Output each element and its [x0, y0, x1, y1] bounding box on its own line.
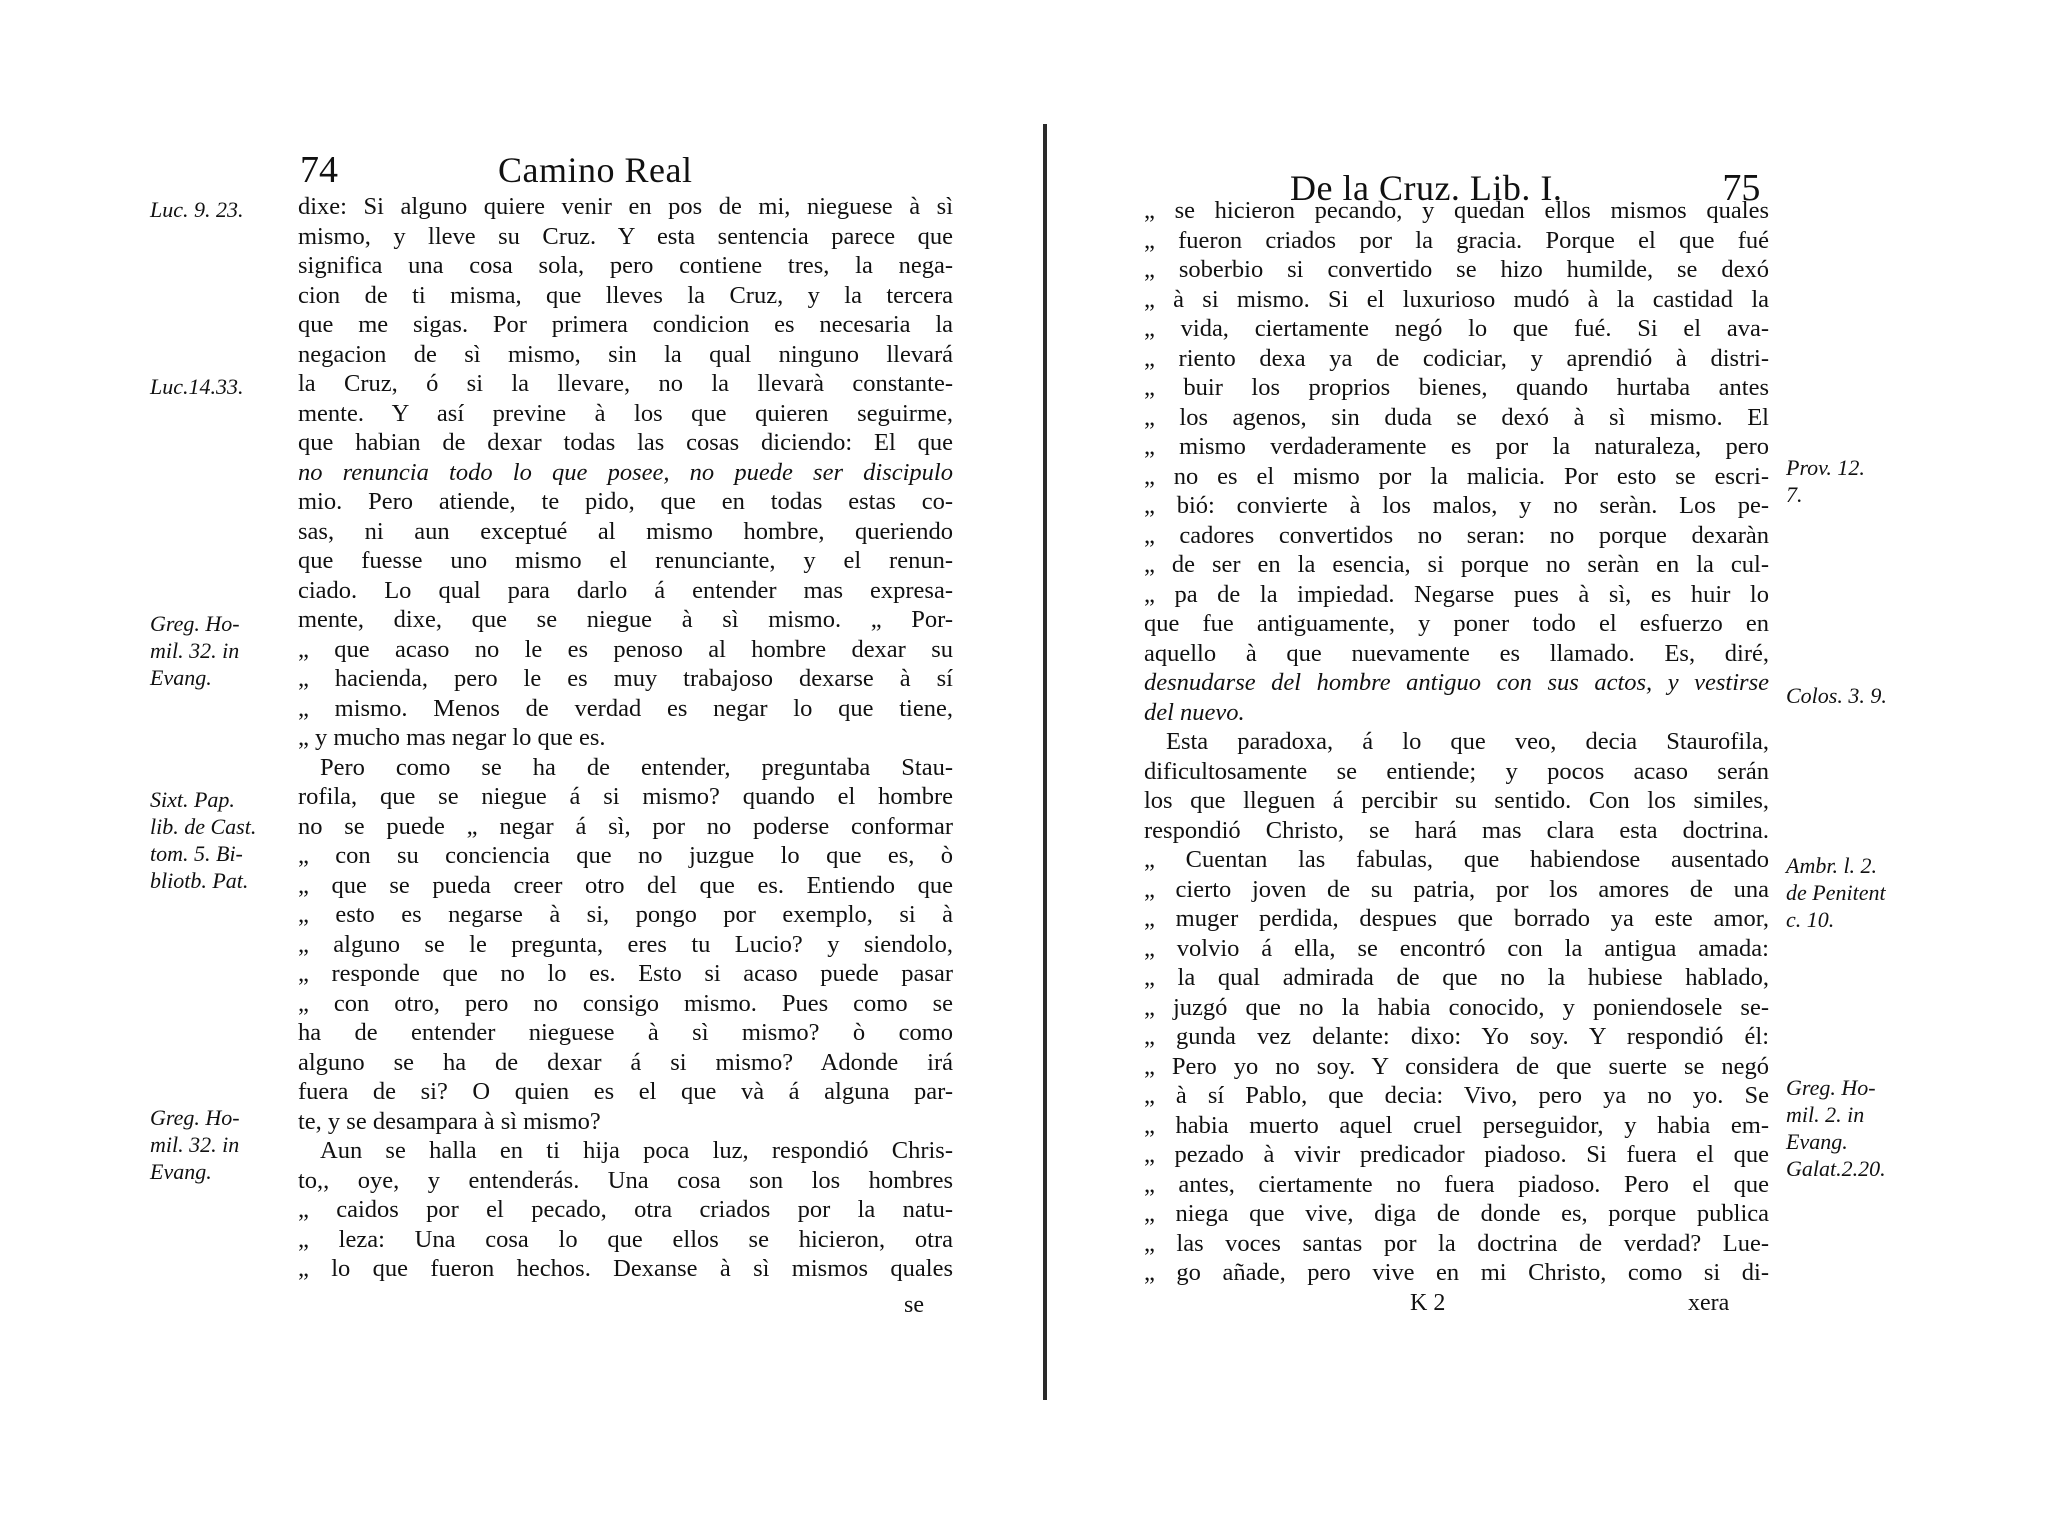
- text-line: respondió Christo, se hará mas clara esta doctrina.: [1144, 816, 1769, 844]
- text-line: del nuevo.: [1144, 698, 1245, 726]
- text-line: „ gunda vez delante: dixo: Yo soy. Y respondió él:: [1144, 1023, 1769, 1050]
- running-title: Camino Real: [498, 150, 693, 190]
- text-line: dificultosamente se entiende; y pocos acaso serán: [1144, 757, 1769, 785]
- text-line: „ juzgó que no la habia conocido, y poniendosele se-: [1144, 993, 1769, 1021]
- catchword: xera: [1688, 1290, 1730, 1316]
- text-line: que me sigas. Por primera condicion es necesaria la: [298, 311, 953, 338]
- text-line: „ à sí Pablo, que decia: Vivo, pero ya no yo. Se: [1144, 1082, 1769, 1109]
- text-line: mio. Pero atiende, te pido, que en todas estas co-: [298, 488, 953, 515]
- running-title: De la Cruz. Lib. I.: [1290, 168, 1563, 208]
- book-gutter: [1043, 124, 1047, 1400]
- text-line: „ Pero yo no soy. Y considera de que suerte se negó: [1144, 1052, 1769, 1080]
- text-line: no se puede „ negar á sì, por no poderse conformar: [298, 812, 953, 840]
- text-line: Esta paradoxa, á lo que veo, decia Staurofila,: [1166, 728, 1769, 755]
- text-line: „ à si mismo. Si el luxurioso mudó à la castidad la: [1144, 285, 1769, 313]
- text-line: „ que se pueda creer otro del que es. Entiendo que: [298, 871, 953, 899]
- margin-note: Greg. Ho- mil. 2. in Evang. Galat.2.20.: [1786, 1075, 1886, 1181]
- text-line: que fue antiguamente, y poner todo el esfuerzo en: [1144, 610, 1769, 637]
- text-line: „ bió: convierte à los malos, y no seràn. Los pe-: [1144, 492, 1769, 519]
- text-line: „ buir los proprios bienes, quando hurtaba antes: [1144, 374, 1769, 401]
- text-line: negacion de sì mismo, sin la qual ninguno llevará: [298, 340, 953, 368]
- text-line: „ riento dexa ya de codiciar, y aprendió à distri-: [1144, 344, 1769, 372]
- margin-note: Luc.14.33.: [150, 374, 244, 399]
- text-line: „ volvio á ella, se encontró con la antigua amada:: [1144, 934, 1769, 962]
- text-line: significa una cosa sola, pero contiene tres, la nega-: [298, 252, 953, 279]
- text-line: fuera de si? O quien es el que và á alguna par-: [298, 1078, 953, 1105]
- page-number: 75: [1722, 167, 1761, 209]
- text-line: „ responde que no lo es. Esto si acaso puede pasar: [298, 960, 953, 987]
- text-line: „ muger perdida, despues que borrado ya este amor,: [1144, 905, 1769, 932]
- text-line: „ alguno se le pregunta, eres tu Lucio? y siendolo,: [298, 930, 953, 958]
- margin-note: Sixt. Pap. lib. de Cast. tom. 5. Bi- bliotb. Pat.: [150, 787, 257, 893]
- margin-note: Prov. 12. 7.: [1786, 455, 1865, 507]
- margin-note: Colos. 3. 9.: [1786, 683, 1887, 708]
- text-line: „ cadores convertidos no seran: no porque dexaràn: [1144, 521, 1769, 549]
- catchword: se: [904, 1292, 924, 1318]
- text-line: „ leza: Una cosa lo que ellos se hicieron, otra: [298, 1225, 953, 1253]
- text-line: ha de entender nieguese à sì mismo? ò como: [298, 1019, 953, 1046]
- text-line: „ habia muerto aquel cruel perseguidor, y habia em-: [1144, 1111, 1769, 1139]
- text-line: alguno se ha de dexar á si mismo? Adonde irá: [298, 1048, 953, 1076]
- margin-note: Ambr. l. 2. de Penitent c. 10.: [1786, 853, 1886, 932]
- text-line: „ las voces santas por la doctrina de verdad? Lue-: [1144, 1229, 1769, 1257]
- text-line: ciado. Lo qual para darlo á entender mas expresa-: [298, 576, 953, 604]
- text-line: „ y mucho mas negar lo que es.: [298, 724, 606, 751]
- text-line: „ cierto joven de su patria, por los amores de una: [1144, 875, 1769, 903]
- text-line: aquello à que nuevamente es llamado. Es, diré,: [1144, 639, 1769, 667]
- text-line: rofila, que se niegue á si mismo? quando el hombre: [298, 783, 953, 810]
- left-page-header: [300, 148, 960, 192]
- text-line: to,, oye, y entenderás. Una cosa son los hombres: [298, 1166, 953, 1194]
- text-line: mismo, y lleve su Cruz. Y esta sentencia parece que: [298, 222, 953, 250]
- text-line: „ go añade, pero vive en mi Christo, como si di-: [1144, 1259, 1769, 1286]
- text-line: dixe: Si alguno quiere venir en pos de mi, nieguese à sì: [298, 193, 953, 220]
- right-page-body: [1144, 196, 1769, 1288]
- text-line: mente, dixe, que se niegue à sì mismo. „ Por-: [298, 606, 953, 633]
- text-line: mente. Y así previne à los que quieren seguirme,: [298, 399, 953, 427]
- text-line: „ la qual admirada de que no la hubiese hablado,: [1144, 964, 1769, 991]
- text-line: la Cruz, ó si la llevare, no la llevarà constante-: [298, 370, 953, 397]
- text-line: cion de ti misma, que lleves la Cruz, y la tercera: [298, 281, 953, 309]
- text-line: que habian de dexar todas las cosas diciendo: El que: [298, 429, 953, 456]
- text-line: los que lleguen á percibir su sentido. Con los similes,: [1144, 787, 1769, 814]
- margin-note: Luc. 9. 23.: [150, 197, 244, 222]
- text-line: no renuncia todo lo que posee, no puede ser discipulo: [298, 458, 953, 486]
- text-line: „ antes, ciertamente no fuera piadoso. Pero el que: [1144, 1170, 1769, 1198]
- margin-note: Greg. Ho- mil. 32. in Evang.: [150, 1105, 240, 1184]
- left-page-body: [298, 192, 953, 1284]
- text-line: Pero como se ha de entender, preguntaba Stau-: [320, 753, 953, 781]
- text-line: „ caidos por el pecado, otra criados por la natu-: [298, 1196, 953, 1223]
- text-line: „ niega que vive, diga de donde es, porque publica: [1144, 1200, 1769, 1227]
- text-line: „ lo que fueron hechos. Dexanse à sì mismos quales: [298, 1255, 953, 1282]
- text-line: „ mismo. Menos de verdad es negar lo que tiene,: [298, 694, 953, 722]
- signature-mark: K 2: [1410, 1290, 1446, 1316]
- text-line: te, y se desampara à sì mismo?: [298, 1107, 601, 1135]
- text-line: „ con otro, pero no consigo mismo. Pues como se: [298, 989, 953, 1017]
- margin-note: Greg. Ho- mil. 32. in Evang.: [150, 611, 240, 690]
- text-line: desnudarse del hombre antiguo con sus actos, y vestirse: [1144, 669, 1769, 696]
- text-line: „ pezado à vivir predicador piadoso. Si fuera el que: [1144, 1141, 1769, 1168]
- text-line: „ que acaso no le es penoso al hombre dexar su: [298, 635, 953, 663]
- text-line: „ soberbio si convertido se hizo humilde, se dexó: [1144, 256, 1769, 283]
- page-number: 74: [300, 149, 338, 191]
- text-line: sas, ni aun exceptué al mismo hombre, queriendo: [298, 517, 953, 545]
- text-line: „ de ser en la esencia, si porque no seràn en la cul-: [1144, 551, 1769, 578]
- text-line: „ mismo verdaderamente es por la naturaleza, pero: [1144, 433, 1769, 460]
- text-line: „ no es el mismo por la malicia. Por esto se escri-: [1144, 462, 1769, 490]
- text-line: que fuesse uno mismo el renunciante, y el renun-: [298, 547, 953, 574]
- text-line: „ con su conciencia que no juzgue lo que es, ò: [298, 842, 953, 869]
- text-line: „ hacienda, pero le es muy trabajoso dexarse à sí: [298, 665, 953, 692]
- text-line: „ pa de la impiedad. Negarse pues à sì, es huir lo: [1144, 580, 1769, 608]
- text-line: „ esto es negarse à si, pongo por exemplo, si à: [298, 901, 953, 928]
- text-line: „ se hicieron pecando, y quedan ellos mismos quales: [1144, 197, 1769, 224]
- text-line: „ los agenos, sin duda se dexó à sì mismo. El: [1144, 403, 1769, 431]
- text-line: „ fueron criados por la gracia. Porque el que fué: [1144, 226, 1769, 254]
- text-line: „ Cuentan las fabulas, que habiendose ausentado: [1144, 846, 1769, 873]
- text-line: „ vida, ciertamente negó lo que fué. Si el ava-: [1144, 315, 1769, 342]
- right-page: [1050, 0, 2048, 1536]
- text-line: Aun se halla en ti hija poca luz, respondió Chris-: [320, 1137, 953, 1164]
